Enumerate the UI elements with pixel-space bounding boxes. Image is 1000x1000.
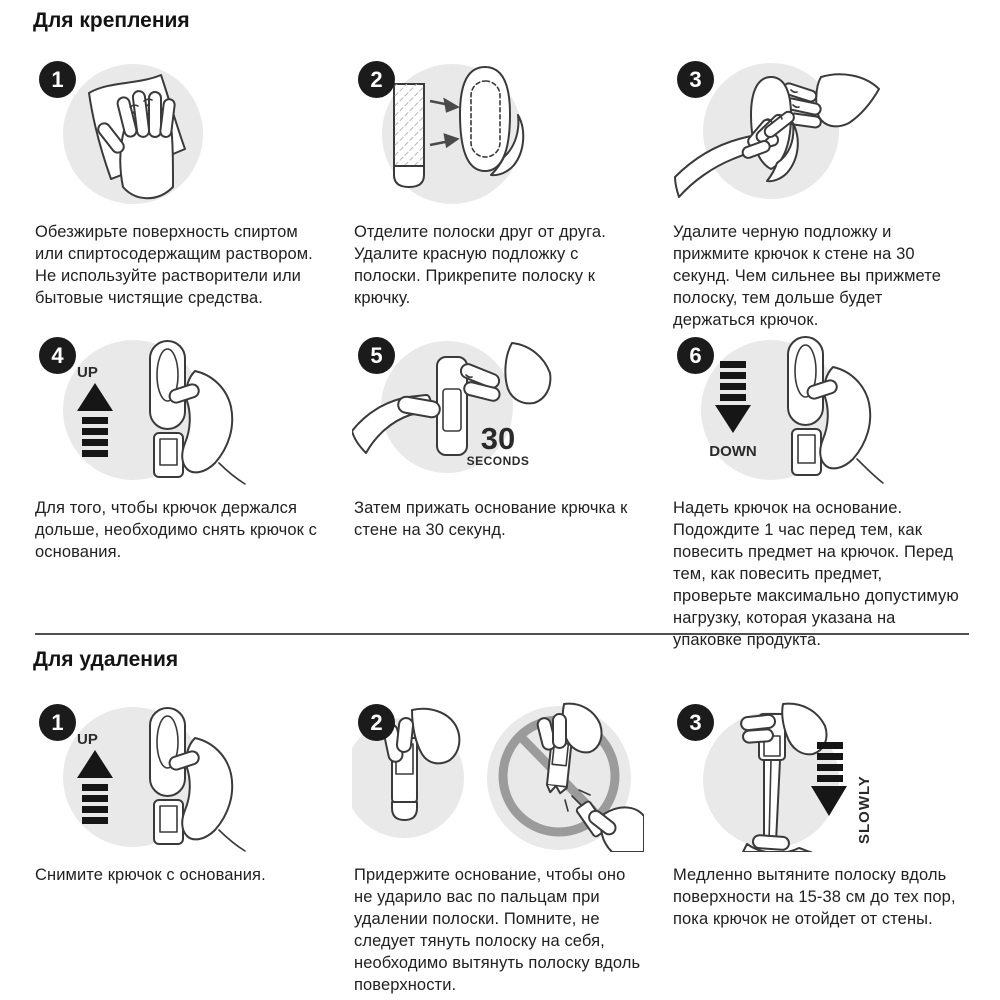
step-number-badge: 5 [358, 337, 395, 374]
attach-step-5-figure [352, 335, 644, 485]
hand-wiping-surface-illustration [33, 59, 325, 209]
slide-hook-up-illustration [33, 702, 325, 852]
attach-row-1 [33, 59, 973, 335]
attach-step-3 [671, 59, 963, 331]
down-label: DOWN [709, 443, 757, 460]
removal-row [33, 702, 973, 996]
section-title-attach: Для крепления [33, 9, 190, 32]
step-caption: Обезжирьте поверхность спиртом или спиртосодержащим раствором. Не используйте растворители или бытовые чистящие средства. [35, 223, 313, 307]
seconds-label: SECONDS [466, 454, 530, 468]
attach-step-6 [671, 335, 963, 651]
step-caption: Удалите черную подложку и прижмите крючок к стене на 30 секунд. Чем сильнее вы прижмете полоску, тем дольше будет держаться крючок. [673, 223, 942, 329]
stretched-strip-icon [764, 760, 780, 842]
attach-step-2 [352, 59, 644, 309]
section-title-removal: Для удаления [33, 648, 179, 671]
step-number-badge: 1 [39, 61, 76, 98]
step-caption: Придержите основание, чтобы оно не ударило вас по пальцам при удалении полоски. Помните, не следует тянуть полоску на себя, необходимо вытянуть полоску вдоль поверхности. [354, 866, 641, 994]
hands-pressing-hook-illustration [671, 59, 963, 209]
step-number-badge: 3 [677, 61, 714, 98]
removal-step-2-figure [352, 702, 644, 852]
attach-step-4 [33, 335, 325, 563]
hold-base-illustration [352, 702, 644, 852]
slide-hook-up-illustration [33, 335, 325, 485]
up-label: UP [77, 364, 98, 381]
removal-step-3 [671, 702, 963, 930]
removal-step-3-figure [671, 702, 963, 852]
slowly-label: SLOWLY [856, 775, 873, 844]
attach-step-5 [352, 335, 644, 541]
step-number-badge: 6 [677, 337, 714, 374]
pull-strip-slowly-illustration [671, 702, 963, 852]
attach-step-6-figure [671, 335, 963, 485]
attach-row-2 [33, 335, 973, 649]
thirty-label: 30 [480, 421, 516, 456]
adhesive-strip-icon [394, 84, 424, 187]
step-caption: Медленно вытяните полоску вдоль поверхности на 15-38 см до тех пор, пока крючок не отойдет от стены. [673, 866, 956, 928]
step-number-badge: 4 [39, 337, 76, 374]
step-number-badge: 2 [358, 61, 395, 98]
slide-hook-down-illustration [671, 335, 963, 485]
removal-step-1 [33, 702, 325, 886]
attach-step-1 [33, 59, 325, 309]
step-number-badge: 2 [358, 704, 395, 741]
step-caption: Отделите полоски друг от друга. Удалите красную подложку с полоски. Прикрепите полоску к крючку. [354, 223, 606, 307]
step-number-badge: 1 [39, 704, 76, 741]
removal-step-2 [352, 702, 644, 996]
hook-and-base-icon [150, 708, 185, 844]
press-base-illustration [352, 335, 644, 485]
hook-and-base-icon [150, 341, 185, 477]
step-caption: Для того, чтобы крючок держался дольше, необходимо снять крючок с основания. [35, 499, 318, 561]
up-label: UP [77, 731, 98, 748]
strip-attach-to-hook-illustration [352, 59, 644, 209]
attach-step-2-figure [352, 59, 644, 209]
attach-step-3-figure [671, 59, 963, 209]
attach-step-1-figure [33, 59, 325, 209]
step-caption: Затем прижать основание крючка к стене на 30 секунд. [354, 499, 628, 539]
step-caption: Снимите крючок с основания. [35, 866, 266, 884]
step-number-badge: 3 [677, 704, 714, 741]
attach-step-4-figure [33, 335, 325, 485]
step-caption: Надеть крючок на основание. Подождите 1 час перед тем, как повесить предмет на крючок. Перед тем, как повесить предмет, проверьте максимально допустимую нагрузку, которая указана на упаковке продукта. [673, 499, 959, 649]
hook-and-base-icon [788, 337, 823, 475]
removal-step-1-figure [33, 702, 325, 852]
